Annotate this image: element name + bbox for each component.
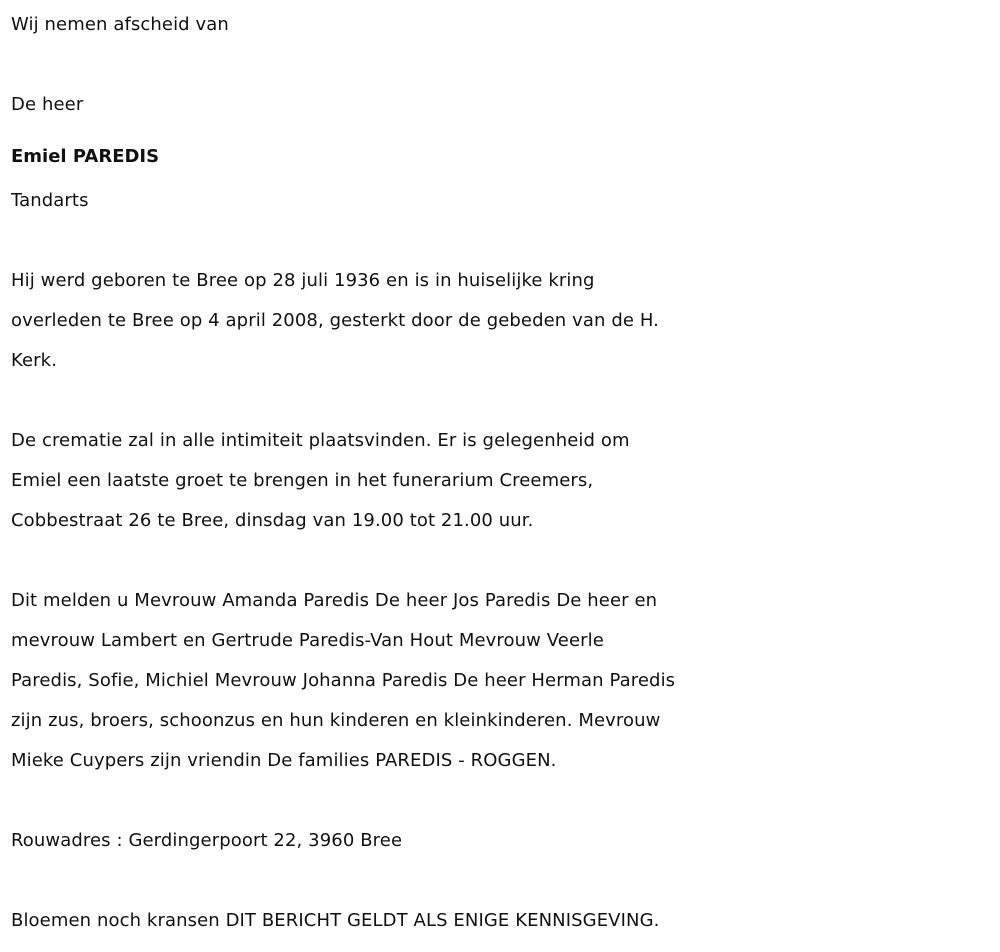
- spacer: [11, 541, 996, 581]
- paragraph-line: Mieke Cuypers zijn vriendin De families PAREDIS - ROGGEN.: [11, 750, 557, 771]
- deceased-name: Emiel PAREDIS: [11, 146, 160, 167]
- mourning-address: Rouwadres : Gerdingerpoort 22, 3960 Bree: [11, 830, 403, 851]
- paragraph-line: Kerk.: [11, 350, 58, 371]
- paragraph-line: Cobbestraat 26 te Bree, dinsdag van 19.00 tot 21.00 uur.: [11, 510, 534, 531]
- spacer: [11, 45, 996, 85]
- paragraph-line: Emiel een laatste groet te brengen in het funerarium Creemers,: [11, 470, 594, 491]
- obituary-text: [11, 5, 996, 941]
- spacer: [11, 861, 996, 901]
- salutation: De heer: [11, 94, 84, 115]
- paragraph-line: Paredis, Sofie, Michiel Mevrouw Johanna Paredis De heer Herman Paredis: [11, 670, 676, 691]
- spacer: [11, 381, 996, 421]
- paragraph-line: De crematie zal in alle intimiteit plaatsvinden. Er is gelegenheid om: [11, 430, 630, 451]
- paragraph-line: overleden te Bree op 4 april 2008, gesterkt door de gebeden van de H.: [11, 310, 659, 331]
- paragraph-line: Hij werd geboren te Bree op 28 juli 1936 en is in huiselijke kring: [11, 270, 595, 291]
- profession: Tandarts: [11, 190, 89, 211]
- spacer: [11, 221, 996, 261]
- spacer: [11, 781, 996, 821]
- intro-line: Wij nemen afscheid van: [11, 14, 229, 35]
- birth-death-paragraph: [11, 261, 996, 381]
- cremation-paragraph: [11, 421, 996, 541]
- paragraph-line: Dit melden u Mevrouw Amanda Paredis De heer Jos Paredis De heer en: [11, 590, 658, 611]
- closing-notice: Bloemen noch kransen DIT BERICHT GELDT ALS ENIGE KENNISGEVING.: [11, 910, 660, 931]
- paragraph-line: zijn zus, broers, schoonzus en hun kinderen en kleinkinderen. Mevrouw: [11, 710, 661, 731]
- family-paragraph: [11, 581, 996, 781]
- paragraph-line: mevrouw Lambert en Gertrude Paredis-Van Hout Mevrouw Veerle: [11, 630, 604, 651]
